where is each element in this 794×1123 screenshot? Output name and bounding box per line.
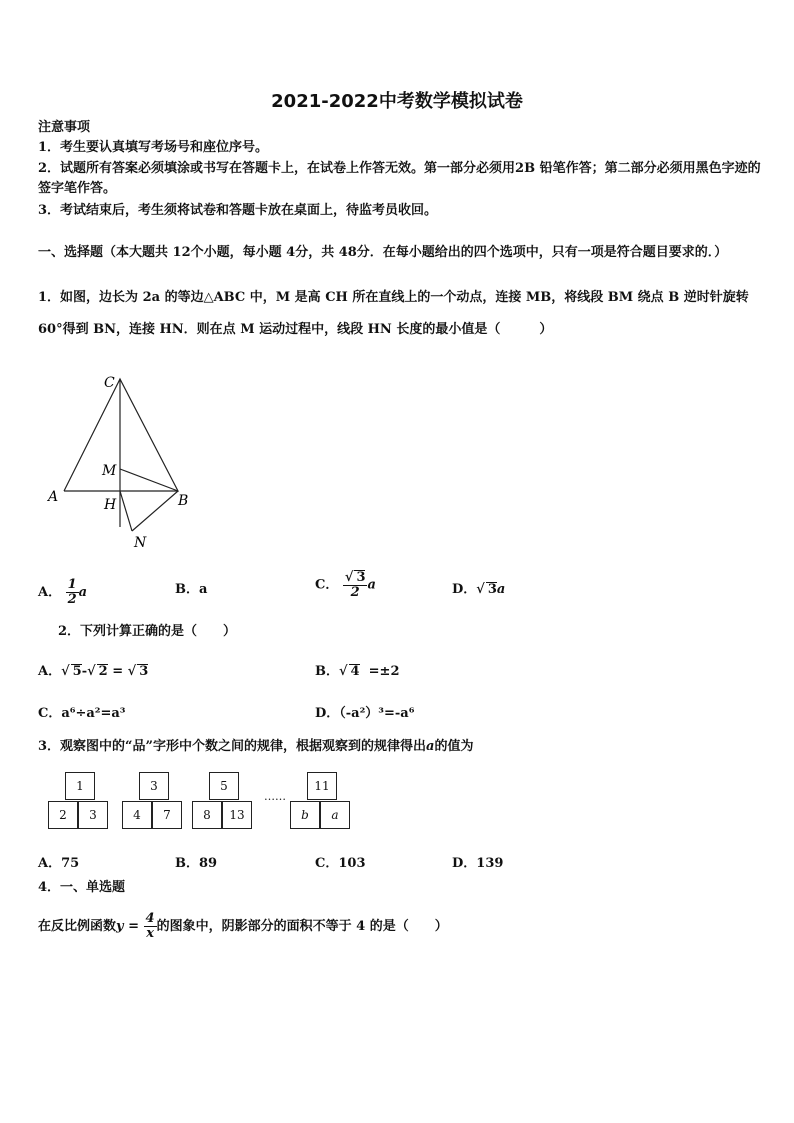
label-H: H	[104, 497, 117, 513]
q1-option-a[interactable]: A． $\frac{1}{2}$ a	[38, 577, 88, 607]
pin-figure-4: 11 b a	[290, 772, 350, 832]
q2-option-c[interactable]: C．a⁶÷a²=a³	[38, 706, 126, 721]
q3-option-d[interactable]: D．139	[452, 856, 504, 871]
q3-option-a[interactable]: A．75	[38, 856, 80, 871]
notice-item-2: 2．试题所有答案必须填涂或书写在答题卡上，在试卷上作答无效。第一部分必须用2B 铅笔作答；第二部分必须用黑色字迹的签字笔作答。	[38, 161, 761, 196]
q1-option-d[interactable]: D．√ 3a	[452, 582, 506, 597]
notice-heading: 注意事项	[38, 120, 91, 135]
q3-option-c[interactable]: C．103	[315, 856, 366, 871]
section-heading: 一、选择题（本大题共 12个小题，每小题 4分，共 48分．在每小题给出的四个选项中，只有一项是符合题目要求的．）	[38, 245, 728, 260]
q1-option-c[interactable]: C． $\frac{√ 3}{2}$ a	[315, 570, 376, 600]
label-M: M	[102, 463, 117, 479]
fraction: $\frac{1}{2}$	[67, 577, 77, 607]
q2-option-d[interactable]: D．（-a²）³=-a⁶	[315, 706, 415, 721]
q3-text: 3．观察图中的“品”字形中个数之间的规律，根据观察到的规律得出a的值为	[38, 739, 474, 754]
page-title: 2021-2022中考数学模拟试卷	[271, 91, 523, 112]
label-B: B	[178, 493, 189, 509]
notice-item-3: 3．考试结束后，考生须将试卷和答题卡放在桌面上，待监考员收回。	[38, 203, 438, 218]
q1-text-line2: 60°得到 BN，连接 HN．则在点 M 运动过程中，线段 HN 长度的最小值是（ ）	[38, 322, 553, 337]
label-N: N	[134, 535, 147, 551]
pin-figure-1: 1 2 3	[48, 772, 108, 832]
q4-text: 在反比例函数y = $\frac{4}{x}$ 的图象中，阴影部分的面积不等于 4 的是（ ）	[38, 911, 448, 941]
pin-figure-3: 5 8 13	[192, 772, 252, 832]
pin-figure-2: 3 4 7	[122, 772, 182, 832]
q1-text-line1: 1．如图，边长为 2a 的等边△ABC 中，M 是高 CH 所在直线上的一个动点，连接 MB，将线段 BM 绕点 B 逆时针旋转	[38, 290, 749, 305]
q3-option-b[interactable]: B．89	[175, 856, 218, 871]
q4-heading: 4．一、单选题	[38, 880, 126, 895]
triangle-figure	[40, 365, 210, 555]
q2-option-b[interactable]: B．√ 4 =±2	[315, 664, 400, 679]
fraction: $\frac{√ 3}{2}$	[344, 570, 366, 600]
notice-item-1: 1．考生要认真填写考场号和座位序号。	[38, 140, 269, 155]
label-C: C	[104, 375, 115, 391]
ellipsis: ……	[264, 790, 286, 803]
q2-text: 2．下列计算正确的是（ ）	[58, 624, 237, 639]
q2-option-a[interactable]: A．√ 5-√ 2 = √ 3	[38, 664, 149, 679]
label-A: A	[48, 489, 59, 505]
q1-option-b[interactable]: B．a	[175, 582, 208, 597]
